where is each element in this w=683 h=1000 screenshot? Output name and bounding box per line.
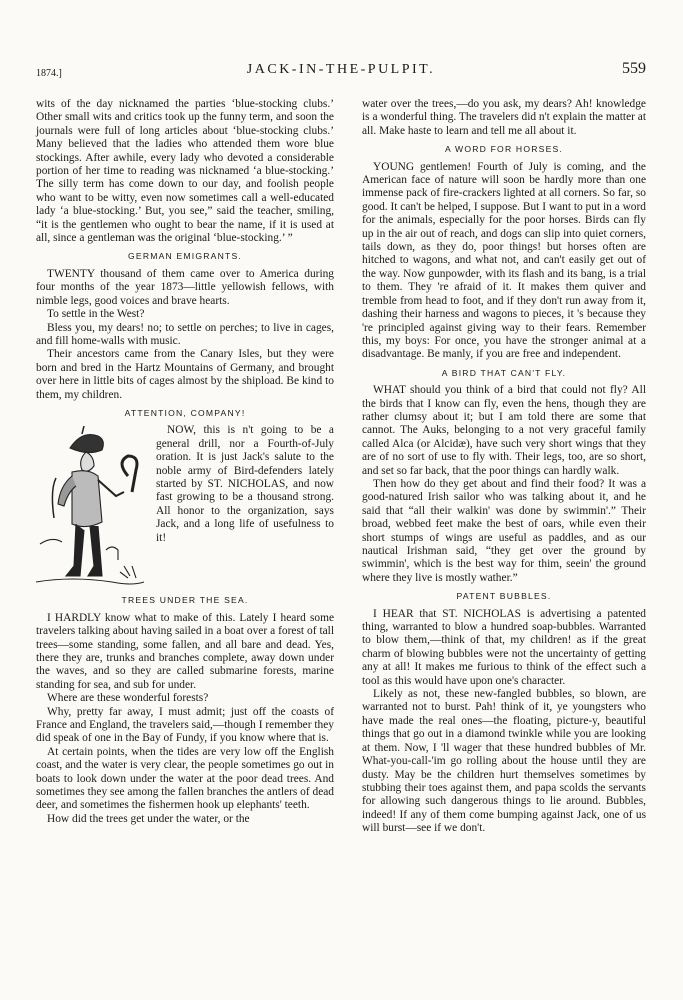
right-column <box>362 98 646 836</box>
paragraph: Bless you, my dears! no; to settle on perches; to live in cages, and fill home-walls with music. <box>36 321 334 347</box>
section-heading-a-bird-that-cant-fly: A BIRD THAT CAN'T FLY. <box>441 367 567 378</box>
paragraph: At certain points, when the tides are very low off the English coast, and the water is very clear, the people sometimes go out in boats to look down under the water at the poor dead trees. And sometimes they see among the fallen branches the antlers of dead deer, and sometimes the fishermen hook up elephants' teeth. <box>36 745 334 812</box>
section-heading-a-word-for-horses: A WORD FOR HORSES. <box>444 144 564 155</box>
paragraph: Their ancestors came from the Canary Isles, but they were born and bred in the Hartz Mountains of Germany, and brought over here in little bits of cages almost by the shipload. Be kind to them, my children. <box>36 348 334 401</box>
header-year: 1874.] <box>36 68 62 79</box>
paragraph: How did the trees get under the water, or the <box>47 812 250 825</box>
paragraph: Why, pretty far away, I must admit; just off the coasts of France and England, the travelers said,—though I remember they did speak of one in the Bay of Fundy, if you know where that is. <box>36 705 334 745</box>
paragraph: Then how do they get about and find their food? It was a good-natured Irish sailor who was talking about it, and he said that “all their walkin' was done by swimmin'.” Their broad, webbed feet make the best of oars, while even their short stumps of wings are useful as paddles, and as our nautical Irishman said, “they get over the ground by swimmin', which is the best way for thim, seein' the ground where they live is mostly wather.” <box>362 477 646 584</box>
page-number: 559 <box>622 60 646 77</box>
left-column <box>36 98 334 826</box>
paragraph: Where are these wonderful forests? <box>47 692 209 705</box>
section-heading-trees-under-the-sea: TREES UNDER THE SEA. <box>121 595 249 606</box>
paragraph: I HEAR that ST. NICHOLAS is advertising a patented thing, warranted to blow a hundred soap-bubbles. Warranted to blow them,—think of that, my children! as if the great charm of blowing bubbles were not the uncertainty of getting any at all! It makes me furious to think of the effect such a tool as this would have upon one's character. <box>362 607 646 687</box>
paragraph: WHAT should you think of a bird that could not fly? All the birds that I know can fly, even the hens, though they are rather clumsy about it; but I am told there are some that cannot. The Auks, belonging to a not very graceful family called Alca (or Alcidæ), have such very short wings that they are of no sort of use to fly with. Their legs, too, are so short, and set so far back, that the poor things can hardly walk. <box>362 384 646 477</box>
paragraph: TWENTY thousand of them came over to America during four months of the year 1873—little yellowish fellows, with nimble legs, good voices and brave hearts. <box>36 267 334 307</box>
jack-saluting-illustration <box>32 426 148 594</box>
jack-in-the-pulpit-soldier-illustration <box>32 426 148 594</box>
header-title: JACK-IN-THE-PULPIT. <box>246 62 436 77</box>
paragraph: water over the trees,—do you ask, my dears? Ah! knowledge is a wonderful thing. The travelers did n't explain the matter at all. Make haste to learn and tell me all about it. <box>362 98 646 137</box>
section-heading-attention-company: ATTENTION, COMPANY! <box>124 407 246 418</box>
paragraph: Likely as not, these new-fangled bubbles, so blown, are warranted not to burst. Pah! think of it, ye youngsters who have made the real ones—the floating, picture-y, beautiful things that go out in a diamond twinkle while you are looking at them. Now, I 'll wager that these hundred bubbles of Mr. What-you-call-'im go rolling about the house until they are dusty. May be the children hurt themselves sometimes by stubbing their toes against them, and papa scolds the servants for allowing such dangerous things to lie around. Bubbles, indeed! If any of them come bumping against Jack, one of us will burst—see if we don't. <box>362 688 646 835</box>
paragraph: I HARDLY know what to make of this. Lately I heard some travelers talking about having sailed in a boat over a forest of tall trees—some standing, some fallen, and all bare and dead. Yes, there they are, trunks and branches complete, away down under the waves, and so they are called submarine forests, marine standing for sea, and sub for under. <box>36 611 334 691</box>
section-heading-patent-bubbles: PATENT BUBBLES. <box>456 591 552 602</box>
attention-section <box>36 424 334 545</box>
page-header <box>36 60 646 82</box>
paragraph: To settle in the West? <box>47 308 145 321</box>
paragraph: wits of the day nicknamed the parties ‘blue-stocking clubs.’ Other small wits and critics took up the funny term, and soon the journals were full of long articles about ‘blue-stocking clubs.’ Many believed that the ladies who attended them wore blue stockings. After awhile, every lady who devoted a considerable portion of her time to reading was nicknamed ‘a blue-stocking.’ The silly term has come down to our day, and foolish people who want to be witty, even now sometimes call a well-educated lady ‘a blue-stocking.’ But, you see,” said the teacher, smiling, “it is the gentlemen who ought to bear the name, if it is used at all, since a gentleman was the original ‘blue-stocking.’ ” <box>36 98 334 245</box>
paragraph: YOUNG gentlemen! Fourth of July is coming, and the American face of nature will soon be hardly more than one immense pack of fire-crackers lighted at all corners. So far, so good. It can't be helped, I suppose. But I want to put in a word for the animals, especially for the poor horses. Birds can fly up in the air out of reach, and dogs can slip into quiet corners, tails down, as they do, poor things! but horses often are hitched to wagons, and what not, and can't easily get out of the way. Now gunpowder, with its flash and its bang, is a trial to them. They 're afraid of it. It makes them quiver and tremble from head to foot, and if they don't run away from it, dashing their harness and wagons to pieces, it 's because they 're principled against giving way to their fears. Remember this, my boys: For once, you have the stronger animal at a disadvantage. Be manly, if you are free and independent. <box>362 160 646 361</box>
paragraph: NOW, this is n't going to be a general drill, nor a Fourth-of-July oration. It is just Jack's salute to the noble army of Bird-defenders lately started by ST. NICHOLAS, and now fast growing to be a thousand strong. All honor to the organization, says Jack, and a long life of usefulness to it! <box>156 424 334 544</box>
section-heading-german-emigrants: GERMAN EMIGRANTS. <box>128 251 242 262</box>
